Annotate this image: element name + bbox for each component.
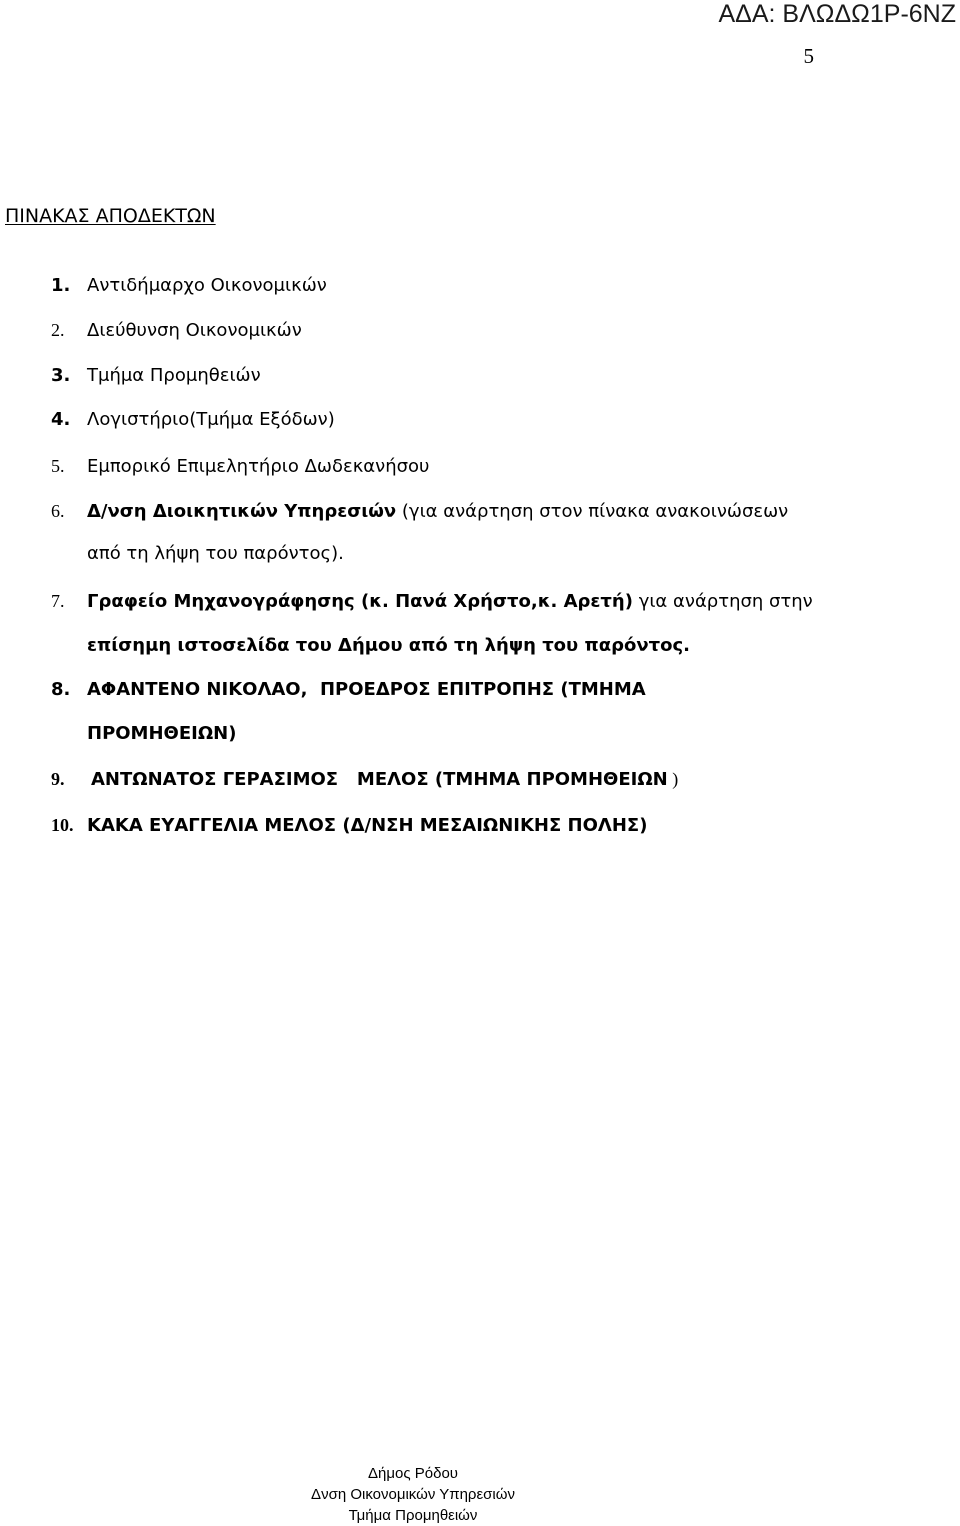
list-item xyxy=(51,454,429,479)
list-item-text: για ανάρτηση στην xyxy=(632,591,813,612)
list-item xyxy=(51,499,788,524)
list-item-text: ΑΦΑΝΤΕΝΟ ΝΙΚΟΛΑΟ, ΠΡΟΕΔΡΟΣ ΕΠΙΤΡΟΠΗΣ (ΤΜΗΜΑ xyxy=(87,679,646,700)
list-item xyxy=(51,767,678,792)
list-item-number: 9. xyxy=(51,769,65,789)
list-item xyxy=(51,318,302,343)
footer-department: Τμήμα Προμηθειών xyxy=(348,1507,478,1524)
list-item-text: Λογιστήριο(Τμήμα Εξόδων) xyxy=(87,409,335,430)
list-item-number: 3. xyxy=(51,365,71,386)
list-item-continuation: από τη λήψη του παρόντος). xyxy=(87,543,344,564)
list-item-continuation: επίσημη ιστοσελίδα του Δήμου από τη λήψη του παρόντος. xyxy=(87,635,690,656)
list-item xyxy=(51,408,335,432)
list-item-text-end: ) xyxy=(667,769,679,789)
list-item-number: 8. xyxy=(51,679,71,700)
list-item-number: 4. xyxy=(51,409,71,430)
list-item-number: 7. xyxy=(51,591,65,611)
list-item-number: 1. xyxy=(51,275,71,296)
footer-municipality: Δήμος Ρόδου xyxy=(368,1465,458,1482)
list-item-text-bold: Γραφείο Μηχανογράφησης (κ. Πανά Χρήστο,κ. Αρετή) xyxy=(87,591,633,612)
list-item-text: (για ανάρτηση στον πίνακα ανακοινώσεων xyxy=(396,501,789,522)
list-item-text: ΑΝΤΩΝΑΤΟΣ ΓΕΡΑΣΙΜΟΣ ΜΕΛΟΣ (ΤΜΗΜΑ ΠΡΟΜΗΘΕΙΩΝ xyxy=(91,769,668,790)
list-item-text: Διεύθυνση Οικονομικών xyxy=(87,320,302,341)
list-item-text: ΚΑΚΑ ΕΥΑΓΓΕΛΙΑ ΜΕΛΟΣ (Δ/ΝΣΗ ΜΕΣΑΙΩΝΙΚΗΣ ΠΟΛΗΣ) xyxy=(87,815,648,836)
page-number: 5 xyxy=(803,44,814,68)
list-item-number: 2. xyxy=(51,320,65,340)
footer-directorate: Δνση Οικονομικών Υπηρεσιών xyxy=(311,1486,515,1503)
list-item-continuation: ΠΡΟΜΗΘΕΙΩΝ) xyxy=(87,723,237,744)
list-item-number: 5. xyxy=(51,456,65,476)
list-item-text: Εμπορικό Επιμελητήριο Δωδεκανήσου xyxy=(87,456,430,477)
list-item xyxy=(51,364,261,388)
list-item xyxy=(51,678,646,702)
list-item-text-bold: Δ/νση Διοικητικών Υπηρεσιών xyxy=(87,501,397,522)
list-item-number: 10. xyxy=(51,815,74,835)
list-item-text: Τμήμα Προμηθειών xyxy=(87,365,261,386)
list-item xyxy=(51,274,327,298)
recipients-table-title: ΠΙΝΑΚΑΣ ΑΠΟΔΕΚΤΩΝ xyxy=(5,205,216,227)
list-item-text: Αντιδήμαρχο Οικονομικών xyxy=(87,275,327,296)
list-item xyxy=(51,589,813,614)
list-item xyxy=(51,813,647,838)
list-item-number: 6. xyxy=(51,501,65,521)
ada-code: ΑΔΑ: ΒΛΩΔΩ1Ρ-6ΝΖ xyxy=(718,0,956,28)
